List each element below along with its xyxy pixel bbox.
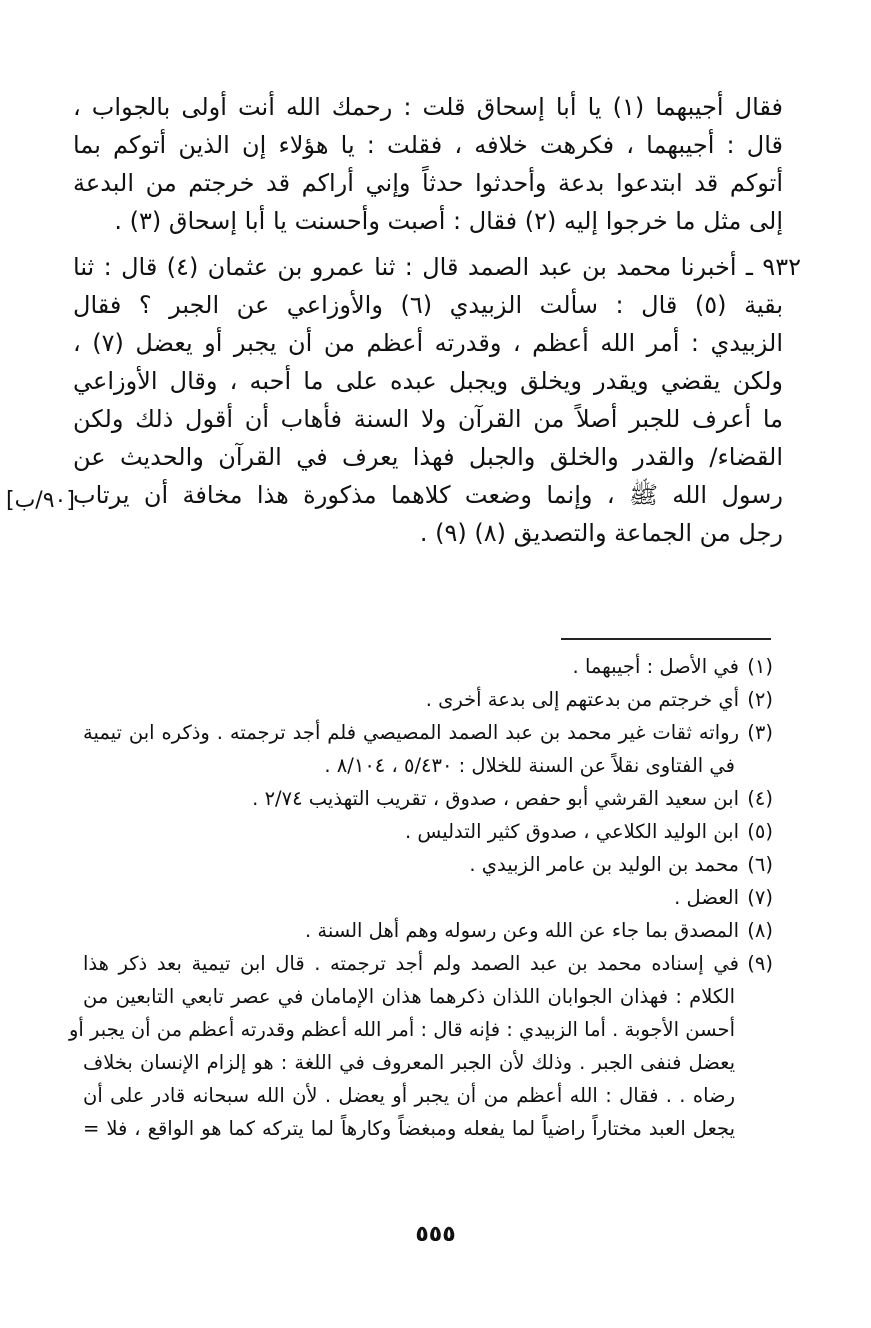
paragraph-932 <box>73 248 801 552</box>
page-number: ٥٥٥ <box>415 1222 456 1247</box>
footnote-3-continuation: في الفتاوى نقلاً عن السنة للخلال : ٥/٤٣٠ ، ٨/١٠٤ . <box>324 754 735 777</box>
footnote-text: في إسناده محمد بن عبد الصمد ولم أجد ترجمته . قال ابن تيمية بعد ذكر هذا <box>83 952 739 975</box>
text-line: رسول الله ﷺ ، وإنما وضعت كلاهما مذكورة هذا مخافة أن يرتاب <box>73 481 783 509</box>
footnote-number: (٥) <box>747 820 773 843</box>
footnote-text: ابن الوليد الكلاعي ، صدوق كثير التدليس . <box>404 820 739 843</box>
footnote-text: أي خرجتم من بدعتهم إلى بدعة أخرى . <box>425 688 739 711</box>
text-line: إلى مثل ما خرجوا إليه (٢) فقال : أصبت وأحسنت يا أبا إسحاق (٣) . <box>114 207 783 235</box>
footnote-2 <box>83 683 773 716</box>
paragraph-gap <box>73 240 783 248</box>
text-line: فقال أجيبهما (١) يا أبا إسحاق قلت : رحمك الله أنت أولى بالجواب ، <box>73 93 783 121</box>
footnote-divider <box>561 638 771 640</box>
footnote-1 <box>83 650 773 683</box>
footnote-text: رواته ثقات غير محمد بن عبد الصمد المصيصي فلم أجد ترجمته . وذكره ابن تيمية <box>83 721 739 744</box>
text-line: قال : أجيبهما ، فكرهت خلافه ، فقلت : يا هؤلاء إن الذين أتوكم بما <box>73 131 783 159</box>
footnote-number: (٨) <box>747 919 773 942</box>
footnote-9-continuation: أحسن الأجوبة . أما الزبيدي : فإنه قال : أمر الله أعظم وقدرته أعظم من أن يجبر أو <box>68 1018 735 1041</box>
footnote-8 <box>83 914 773 947</box>
footnote-number: (٧) <box>747 886 773 909</box>
footnote-9-continuation: يعضل فنفى الجبر . وذلك لأن الجبر المعروف في اللغة : هو إلزام الإنسان بخلاف <box>83 1051 735 1074</box>
footnote-3 <box>83 716 773 749</box>
footnote-4 <box>83 782 773 815</box>
text-line: ما أعرف للجبر أصلاً من القرآن ولا السنة فأهاب أن أقول ذلك ولكن <box>73 405 783 433</box>
hadith-number-line: ٩٣٢ ـ أخبرنا محمد بن عبد الصمد قال : ثنا عمرو بن عثمان (٤) قال : ثنا <box>73 253 801 281</box>
footnote-6 <box>83 848 773 881</box>
paragraph-1 <box>73 88 783 240</box>
footnote-9-continuation: رضاه . . فقال : الله أعظم من أن يجبر أو يعضل . لأن الله سبحانه قادر على أن <box>83 1084 735 1107</box>
footnote-text: ابن سعيد القرشي أبو حفص ، صدوق ، تقريب التهذيب ٢/٧٤ . <box>252 787 739 810</box>
footnote-9 <box>83 947 773 980</box>
main-text <box>73 88 801 552</box>
footnote-text: العضل . <box>674 886 739 909</box>
text-line: القضاء/ والقدر والخلق والجبل فهذا يعرف في القرآن والحديث عن <box>73 443 783 471</box>
footnote-number: (٤) <box>747 787 773 810</box>
footnote-5 <box>83 815 773 848</box>
manuscript-folio-reference: [٩٠/ب] <box>6 488 75 513</box>
footnote-number: (٦) <box>747 853 773 876</box>
text-line: ولكن يقضي ويقدر ويخلق ويجبل عبده على ما أحبه ، وقال الأوزاعي <box>73 367 783 395</box>
footnote-text: في الأصل : أجيبهما . <box>572 655 739 678</box>
footnotes <box>68 650 773 1145</box>
footnote-7 <box>83 881 773 914</box>
footnote-9-continuation: الكلام : فهذان الجوابان اللذان ذكرهما هذان الإمامان في عصر تابعي التابعين من <box>83 985 735 1008</box>
text-line: رجل من الجماعة والتصديق (٨) (٩) . <box>419 519 783 547</box>
text-line: أتوكم قد ابتدعوا بدعة وأحدثوا حدثاً وإني أراكم قد خرجتم من البدعة <box>73 169 783 197</box>
footnote-number: (١) <box>747 655 773 678</box>
text-line: الزبيدي : أمر الله أعظم ، وقدرته أعظم من أن يجبر أو يعضل (٧) ، <box>73 329 783 357</box>
text-line: بقية (٥) قال : سألت الزبيدي (٦) والأوزاعي عن الجبر ؟ فقال <box>73 291 784 319</box>
footnote-number: (٩) <box>747 952 773 975</box>
footnote-text: محمد بن الوليد بن عامر الزبيدي . <box>469 853 739 876</box>
footnote-9-continuation: يجعل العبد مختاراً راضياً لما يفعله ومبغضاً وكارهاً لما يتركه كما هو الواقع ، فلا = <box>83 1117 735 1140</box>
footnote-number: (٣) <box>747 721 773 744</box>
footnote-text: المصدق بما جاء عن الله وعن رسوله وهم أهل السنة . <box>304 919 739 942</box>
footnote-number: (٢) <box>747 688 773 711</box>
